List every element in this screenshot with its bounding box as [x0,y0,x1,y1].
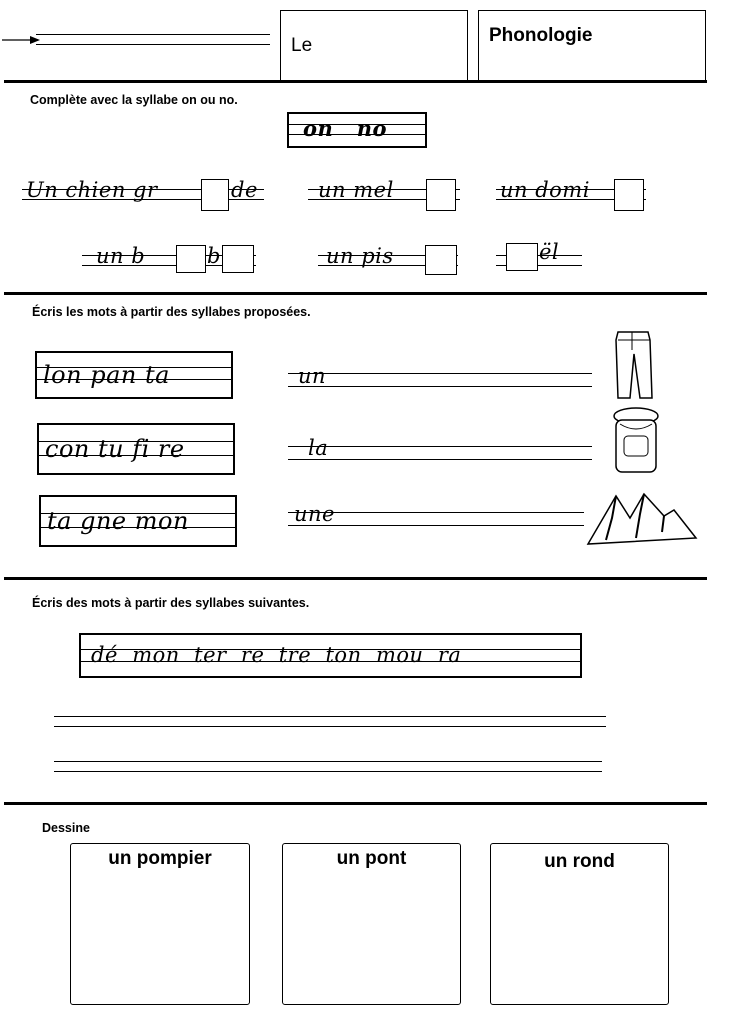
section3-instruction: Écris des mots à partir des syllabes suivantes. [32,596,310,610]
draw-label-rond: un rond [544,851,615,872]
subject-box [478,10,706,82]
draw-box-rond[interactable] [490,843,669,1005]
section-divider-1 [4,80,707,83]
syllable-box-on-no [287,112,427,148]
answer-box-bonbon-2[interactable] [222,245,254,273]
section-divider-2 [4,292,707,295]
writing-line-1a[interactable] [54,716,606,717]
section-divider-3 [4,577,707,580]
answer-box-melon[interactable] [426,179,456,211]
name-line-area [0,28,272,54]
prefix-un[interactable]: un [298,364,327,388]
prefix-la[interactable]: la [308,436,329,460]
sentence-melon: un mel [318,178,394,202]
pantalon-icon [610,328,656,402]
prefix-une[interactable]: une [294,502,335,526]
draw-box-pont[interactable] [282,843,461,1005]
draw-box-pompier[interactable] [70,843,250,1005]
name-line-1[interactable] [36,34,270,35]
syllables-pantalon: lon pan ta [43,361,170,389]
date-label: Le [291,35,313,56]
writing-line-2b[interactable] [54,771,602,772]
sentence-noel: ël [539,240,560,264]
draw-label-pont: un pont [336,848,407,869]
section1-instruction: Complète avec la syllabe on ou no. [30,93,238,107]
answer-box-piston[interactable] [425,245,457,275]
answer-box-chien[interactable] [201,179,229,211]
answer-box-bonbon-1[interactable] [176,245,206,273]
syllable-box-words [79,633,582,678]
syllable-box-montagne [39,495,237,547]
sentence-bonbon-part1: un b [96,244,146,268]
sentence-domino: un domi [500,178,590,202]
syllables-montagne: ta gne mon [47,507,189,535]
sentence-chien-part2: de [231,178,258,202]
sentence-piston: un pis [326,244,394,268]
date-box[interactable] [280,10,468,82]
sentence-bonbon-part2: b [207,244,221,268]
draw-label-pompier: un pompier [108,848,212,869]
section4-instruction: Dessine [42,821,90,835]
answer-box-noel[interactable] [506,243,538,271]
sentence-chien-part1: Un chien gr [26,178,158,202]
writing-line-2a[interactable] [54,761,602,762]
syllable-box-confiture [37,423,235,475]
subject-title: Phonologie [489,25,593,46]
mountain-icon [586,488,698,548]
syllables-words: dé mon ter re tre ton mou ra [91,643,462,667]
name-line-2[interactable] [36,44,270,45]
section2-instruction: Écris les mots à partir des syllabes proposées. [32,305,311,319]
confiture-jar-icon [606,406,666,476]
syllables-confiture: con tu fi re [45,435,185,463]
answer-box-domino[interactable] [614,179,644,211]
syllable-box-pantalon [35,351,233,399]
writing-line-1b[interactable] [54,726,606,727]
syllables-on-no: on no [303,116,387,141]
section-divider-4 [4,802,707,805]
